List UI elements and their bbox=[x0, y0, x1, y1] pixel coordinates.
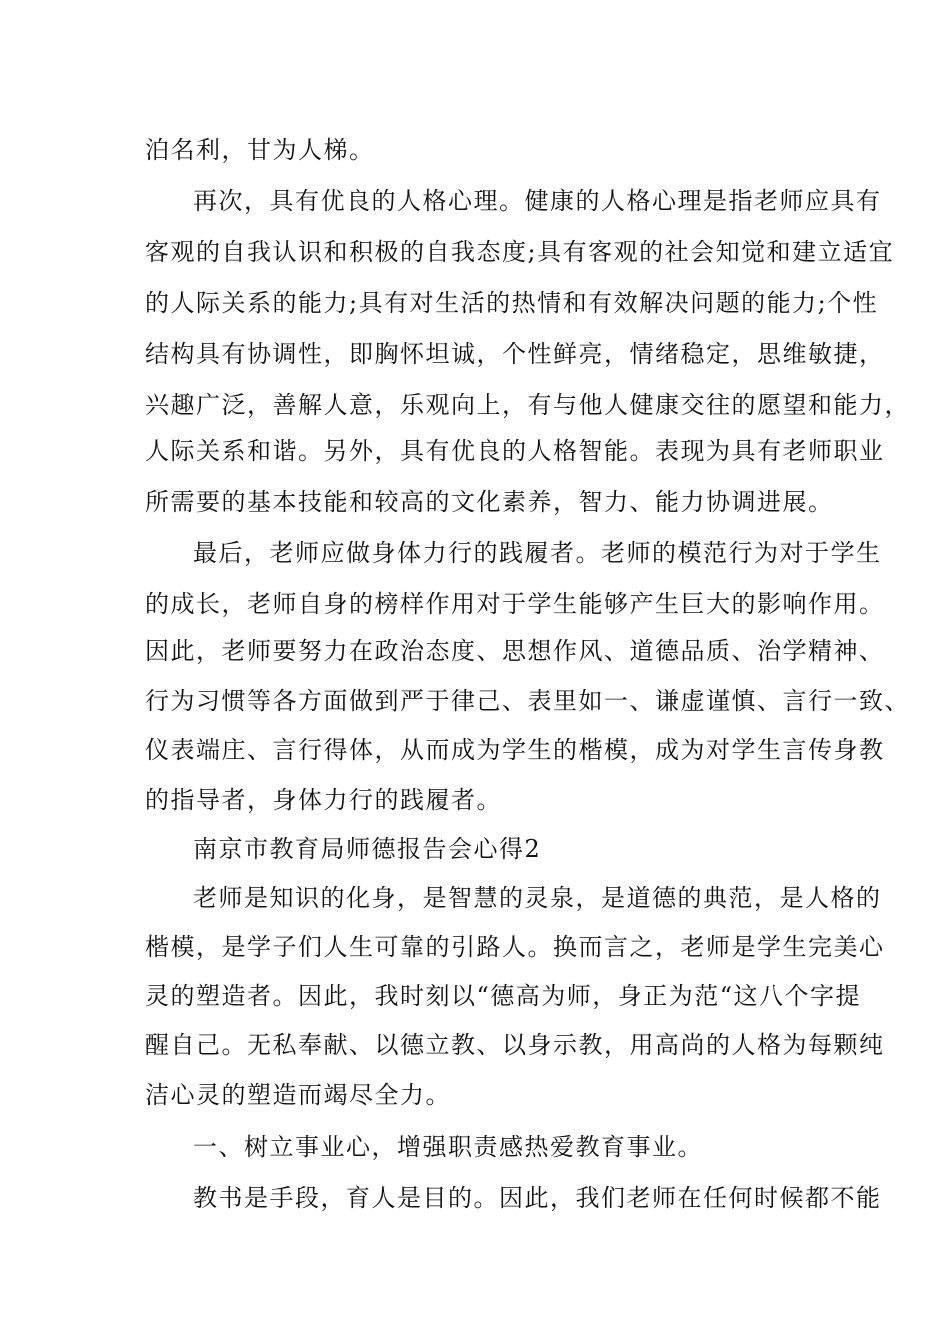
text-line: 仪表端庄、言行得体，从而成为学生的楷模，成为对学生言传身教 bbox=[145, 736, 885, 764]
text-line: 行为习惯等各方面做到严于律己、表里如一、谦虚谨慎、言行一致、 bbox=[145, 687, 910, 715]
text-line: 人际关系和谐。另外，具有优良的人格智能。表现为具有老师职业 bbox=[145, 437, 885, 465]
text-line: 所需要的基本技能和较高的文化素养，智力、能力协调进展。 bbox=[145, 488, 834, 516]
paragraph-start-line: 老师是知识的化身，是智慧的灵泉，是道德的典范，是人格的 bbox=[193, 884, 882, 912]
text-line: 结构具有协调性，即胸怀坦诚，个性鲜亮，情绪稳定，思维敏捷， bbox=[145, 340, 885, 368]
text-line: 灵的塑造者。因此，我时刻以“德高为师，身正为范“这八个字提 bbox=[145, 982, 862, 1010]
text-line: 因此，老师要努力在政治态度、思想作风、道德品质、治学精神、 bbox=[145, 637, 885, 665]
text-line: 醒自己。无私奉献、以德立教、以身示教，用高尚的人格为每颗纯 bbox=[145, 1031, 885, 1059]
paragraph-start-line: 再次，具有优良的人格心理。健康的人格心理是指老师应具有 bbox=[193, 187, 882, 215]
paragraph-start-line: 最后，老师应做身体力行的践履者。老师的模范行为对于学生 bbox=[193, 539, 882, 567]
section-heading: 南京市教育局师德报告会心得2 bbox=[193, 835, 542, 863]
text-line: 兴趣广泛，善解人意，乐观向上，有与他人健康交往的愿望和能力， bbox=[145, 391, 910, 419]
text-line: 的人际关系的能力;具有对生活的热情和有效解决问题的能力;个性 bbox=[145, 289, 879, 317]
text-line: 洁心灵的塑造而竭尽全力。 bbox=[145, 1081, 451, 1109]
text-line: 泊名利，甘为人梯。 bbox=[145, 136, 375, 164]
subheading-line: 一、树立事业心，增强职责感热爱教育事业。 bbox=[193, 1133, 703, 1161]
text-line: 客观的自我认识和积极的自我态度;具有客观的社会知觉和建立适宜 bbox=[145, 238, 895, 266]
text-line: 的指导者，身体力行的践履者。 bbox=[145, 786, 502, 814]
paragraph-start-line: 教书是手段，育人是目的。因此，我们老师在任何时候都不能 bbox=[193, 1184, 882, 1212]
text-line: 的成长，老师自身的榜样作用对于学生能够产生巨大的影响作用。 bbox=[145, 590, 885, 618]
text-line: 楷模，是学子们人生可靠的引路人。换而言之，老师是学生完美心 bbox=[145, 933, 885, 961]
